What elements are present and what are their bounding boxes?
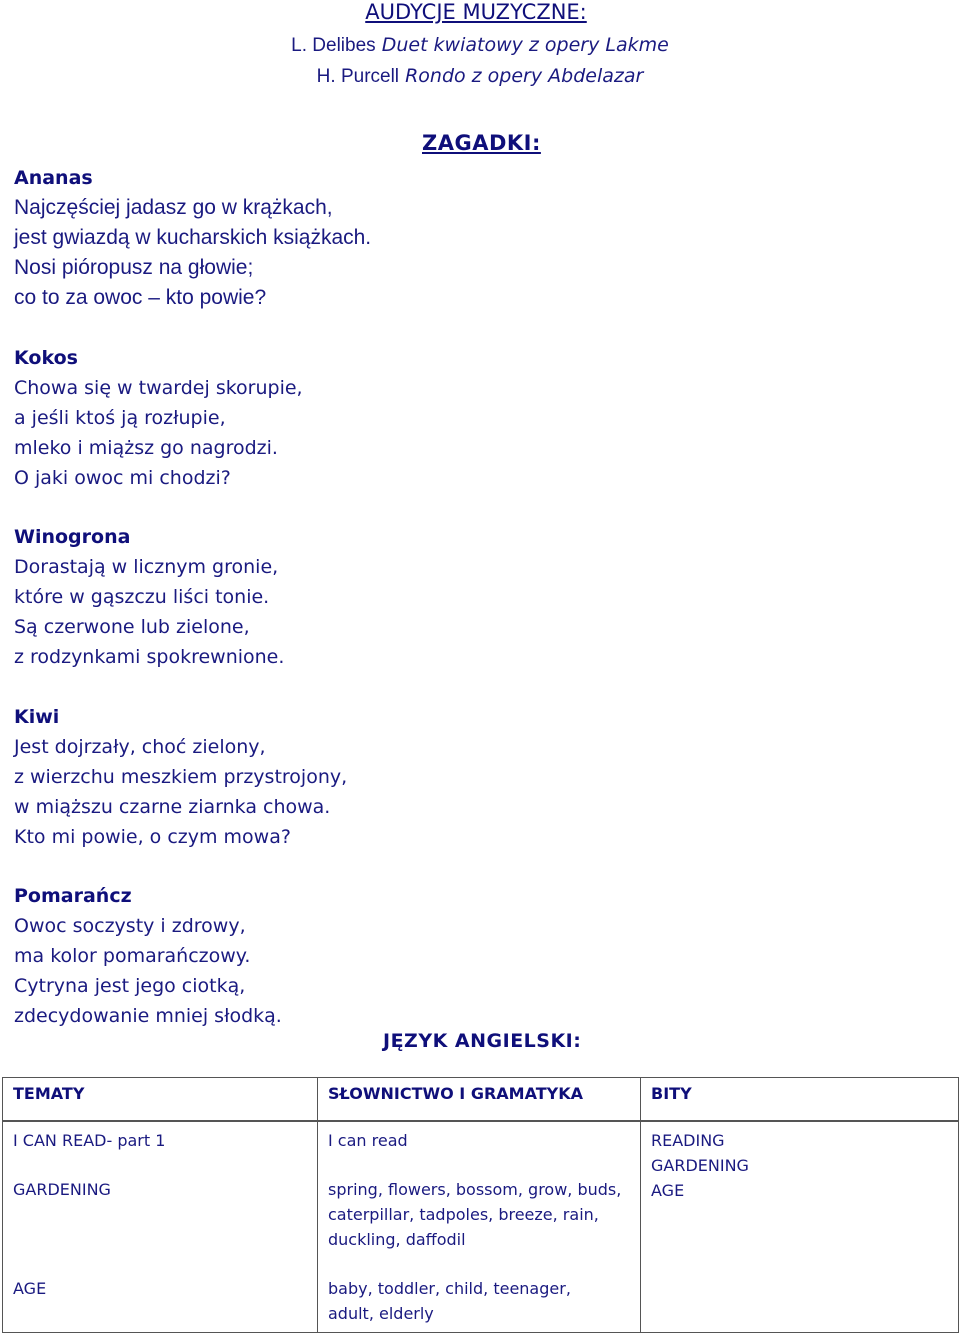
riddle-line: w miąższu czarne ziarnka chowa.: [14, 796, 331, 818]
riddle-line: z wierzchu meszkiem przystrojony,: [14, 766, 348, 788]
vocabulary-table: [2, 1077, 959, 1333]
riddle-answer: Winogrona: [14, 526, 131, 548]
riddle-line: mleko i miąższ go nagrodzi.: [14, 437, 278, 459]
riddle-winogrona: [14, 522, 284, 672]
bit-item: AGE: [651, 1181, 685, 1200]
temat-item: AGE: [13, 1279, 47, 1298]
vocab-line: caterpillar, tadpoles, breeze, rain,: [328, 1205, 599, 1224]
riddle-line: Owoc soczysty i zdrowy,: [14, 915, 246, 937]
table-row: [3, 1121, 959, 1333]
riddle-line: Jest dojrzały, choć zielony,: [14, 736, 266, 758]
audycje-composer: L. Delibes: [291, 35, 376, 56]
audycje-item: [0, 65, 960, 88]
bit-item: GARDENING: [651, 1156, 749, 1175]
riddle-kokos: [14, 343, 303, 493]
audycje-work: Rondo z opery Abdelazar: [405, 65, 644, 87]
cell-bity: [641, 1121, 959, 1333]
cell-slownictwo: [318, 1121, 641, 1333]
riddle-line: Dorastają w licznym gronie,: [14, 556, 279, 578]
riddle-line: Cytryna jest jego ciotką,: [14, 975, 246, 997]
riddle-line: Są czerwone lub zielone,: [14, 616, 250, 638]
header-bity: BITY: [641, 1078, 959, 1122]
riddle-line: Nosi pióropusz na głowie;: [14, 256, 254, 279]
riddle-line: Chowa się w twardej skorupie,: [14, 377, 303, 399]
vocab-line: spring, flowers, bossom, grow, buds,: [328, 1180, 622, 1199]
zagadki-title: ZAGADKI:: [422, 131, 541, 155]
audycje-composer: H. Purcell: [316, 66, 400, 87]
temat-item: I CAN READ- part 1: [13, 1131, 166, 1150]
vocab-line: baby, toddler, child, teenager,: [328, 1279, 571, 1298]
cell-tematy: [3, 1121, 318, 1333]
riddle-line: Kto mi powie, o czym mowa?: [14, 826, 291, 848]
riddle-answer: Ananas: [14, 167, 93, 189]
riddle-answer: Kokos: [14, 347, 78, 369]
audycje-title: [0, 0, 960, 24]
riddle-line: jest gwiazdą w kucharskich książkach.: [14, 226, 372, 249]
riddle-answer: Pomarańcz: [14, 885, 132, 907]
vocab-line: duckling, daffodil: [328, 1230, 466, 1249]
audycje-work: Duet kwiatowy z opery Lakme: [381, 34, 669, 56]
riddle-answer: Kiwi: [14, 706, 60, 728]
vocab-line: adult, elderly: [328, 1304, 434, 1323]
vocab-line: I can read: [328, 1131, 408, 1150]
riddle-line: co to za owoc – kto powie?: [14, 286, 267, 309]
header-tematy: TEMATY: [3, 1078, 318, 1122]
riddle-line: ma kolor pomarańczowy.: [14, 945, 251, 967]
audycje-title-text: AUDYCJE MUZYCZNE:: [365, 0, 587, 24]
jezyk-title: JĘZYK ANGIELSKI:: [383, 1030, 582, 1052]
riddle-line: Najczęściej jadasz go w krążkach,: [14, 196, 333, 219]
riddle-line: które w gąszczu liści tonie.: [14, 586, 270, 608]
riddle-line: a jeśli ktoś ją rozłupie,: [14, 407, 226, 429]
temat-item: GARDENING: [13, 1180, 111, 1199]
riddle-line: z rodzynkami spokrewnione.: [14, 646, 285, 668]
riddle-line: zdecydowanie mniej słodką.: [14, 1005, 282, 1027]
riddle-kiwi: [14, 702, 347, 852]
audycje-item: [0, 34, 960, 57]
header-slownictwo: SŁOWNICTWO I GRAMATYKA: [318, 1078, 641, 1122]
bit-item: READING: [651, 1131, 725, 1150]
riddle-ananas: [14, 163, 371, 313]
table-header-row: [3, 1078, 959, 1122]
riddle-line: O jaki owoc mi chodzi?: [14, 467, 231, 489]
riddle-pomarancz: [14, 881, 282, 1031]
